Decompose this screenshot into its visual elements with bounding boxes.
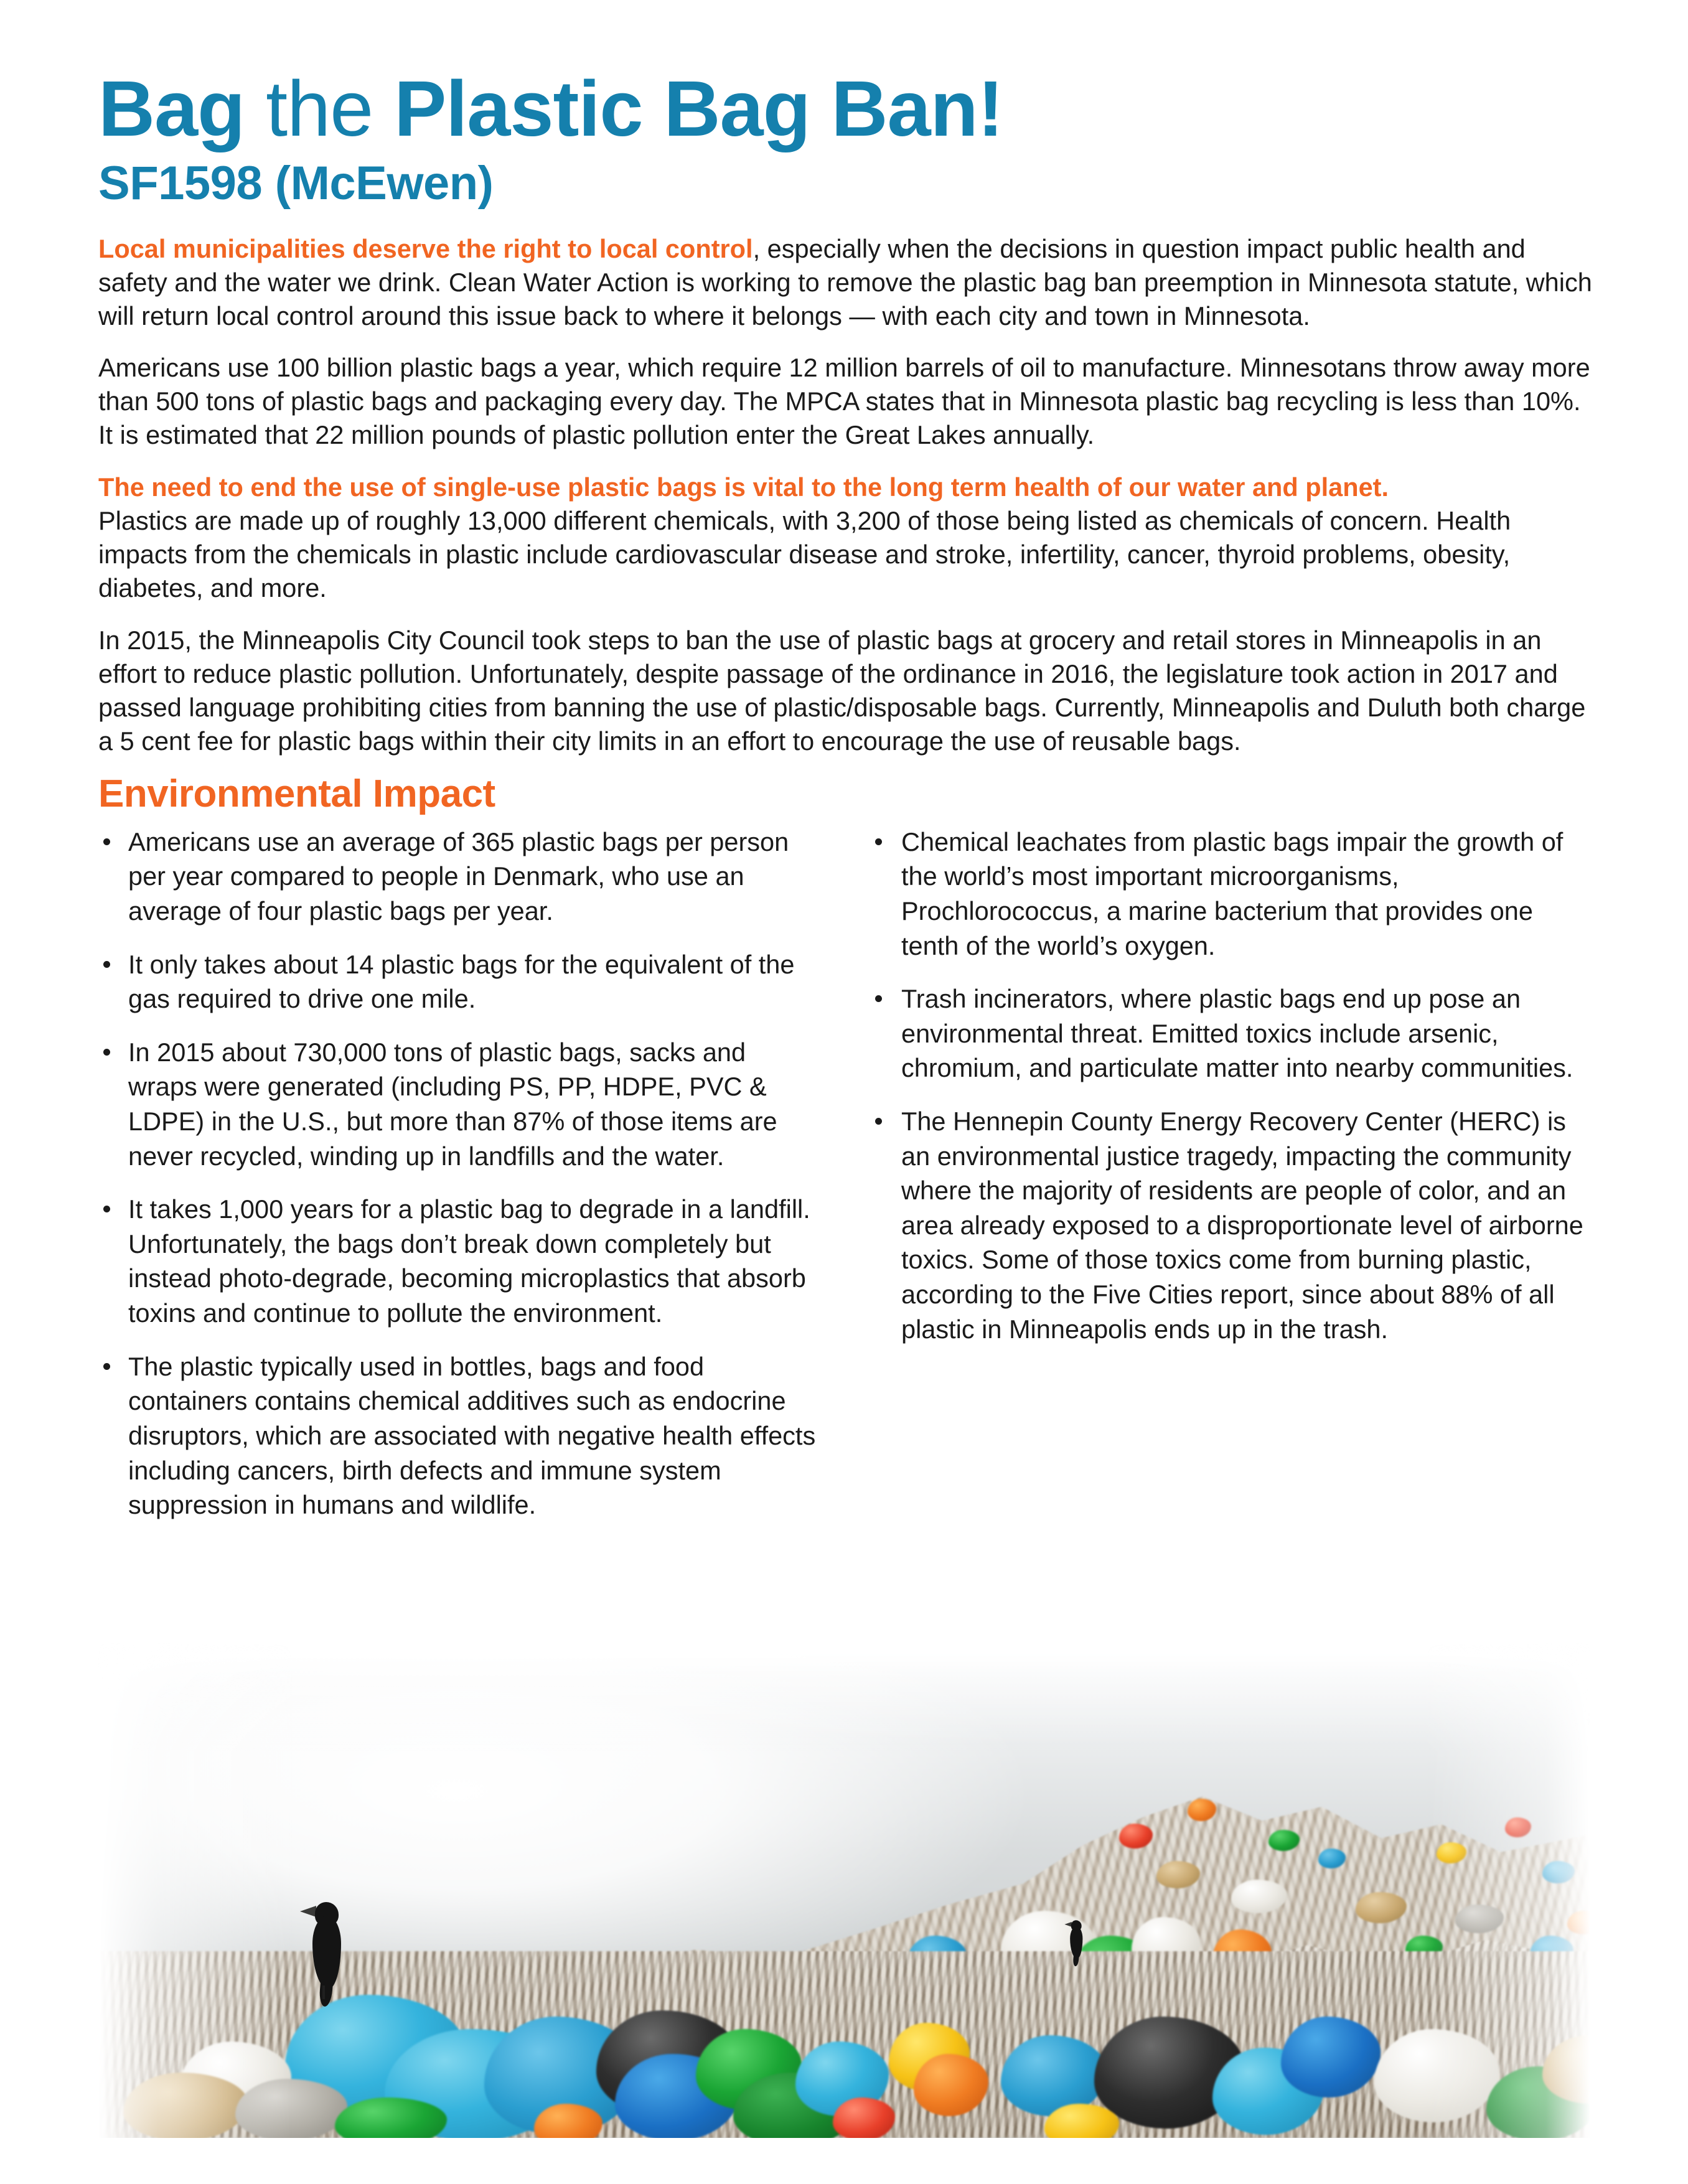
intro-body [98,232,1592,758]
intro-paragraph-1-rest: , especially when the decisions in question impact public health and safety and the water we drink. Clean Water Action is working to remove the plastic bag ban preemption in Minnesota statute, which will return local control around this issue back to where it belongs — with each city and town in Minnesota. [98,233,1592,330]
document-content [98,67,1592,1522]
list-item: It takes 1,000 years for a plastic bag to degrade in a landfill. Unfortunately, the bags don’t break down completely but instead photo-degrade, becoming microplastics that absorb toxins and continue to pollute the environment. [98,1192,820,1330]
right-bullet-list [870,825,1592,1347]
page-title [98,67,1592,151]
section-heading-environmental-impact: Environmental Impact [98,772,495,815]
list-item: Chemical leachates from plastic bags impair the growth of the world’s most important microorganisms, Prochlorococcus, a marine bacterium that provides one tenth of the world’s oxygen. [870,825,1592,963]
intro-orange-heading: The need to end the use of single-use plastic bags is vital to the long term health of our water and planet. [98,472,1389,502]
intro-paragraph-4: In 2015, the Minneapolis City Council took steps to ban the use of plastic bags at grocery and retail stores in Minneapolis in an effort to reduce plastic pollution. Unfortunately, despite passage of the ordinance in 2016, the legislature took action in 2017 and passed language prohibiting cities from banning the use of plastic/disposable bags. Currently, Minneapolis and Duluth both charge a 5 cent fee for plastic bags within their city limits in an effort to encourage the use of reusable bags. [98,626,1586,756]
list-item: In 2015 about 730,000 tons of plastic bags, sacks and wraps were generated (including PS, PP, HDPE, PVC & LDPE) in the U.S., but more than 87% of those items are never recycled, winding up in landfills and the water. [98,1035,820,1173]
bullets-column-left [98,825,820,1522]
intro-paragraph-2: Americans use 100 billion plastic bags a year, which require 12 million barrels of oil to manufacture. Minnesotans throw away more than 500 tons of plastic bags and packaging every day. The MPCA states that in Minnesota plastic bag recycling is less than 10%. It is estimated that 22 million pounds of plastic pollution enter the Great Lakes annually. [98,353,1590,450]
title-word-the: the [266,65,373,152]
landfill-photo [98,1643,1590,2138]
bill-subtitle: SF1598 (McEwen) [98,156,494,210]
intro-lead-phrase: Local municipalities deserve the right to local control [98,233,753,263]
bullets-column-right [870,825,1592,1347]
list-item: Trash incinerators, where plastic bags end up pose an environmental threat. Emitted toxics include arsenic, chromium, and particulate matter into nearby communities. [870,982,1592,1085]
left-bullet-list [98,825,820,1522]
list-item: The plastic typically used in bottles, bags and food containers contains chemical additives such as endocrine disruptors, which are associated with negative health effects including cancers, birth defects and immune system suppression in humans and wildlife. [98,1349,820,1522]
crow-leg-icon [322,1985,325,1999]
photo-trash-field [98,1643,1590,2138]
crow-beak-icon [300,1906,316,1917]
title-word-bag: Bag [98,65,245,152]
intro-paragraph-3 [98,471,1592,605]
intro-paragraph-1 [98,232,1592,333]
list-item: Americans use an average of 365 plastic bags per person per year compared to people in Denmark, who use an average of four plastic bags per year. [98,825,820,929]
title-word-plastic-bag-ban: Plastic Bag Ban! [394,65,1003,152]
list-item: It only takes about 14 plastic bags for the equivalent of the gas required to drive one mile. [98,947,820,1016]
environmental-impact-columns [98,825,1592,1522]
intro-paragraph-3-body: Plastics are made up of roughly 13,000 different chemicals, with 3,200 of those being listed as chemicals of concern. Health impacts from the chemicals in plastic include cardiovascular disease and stroke, infertility, cancer, thyroid problems, obesity, diabetes, and more. [98,506,1511,603]
list-item: The Hennepin County Energy Recovery Center (HERC) is an environmental justice tragedy, impacting the community where the majority of residents are people of color, and an area already exposed to a disproportionate level of airborne toxics. Some of those toxics come from burning plastic, according to the Five Cities report, since about 88% of all plastic in Minneapolis ends up in the trash. [870,1104,1592,1346]
